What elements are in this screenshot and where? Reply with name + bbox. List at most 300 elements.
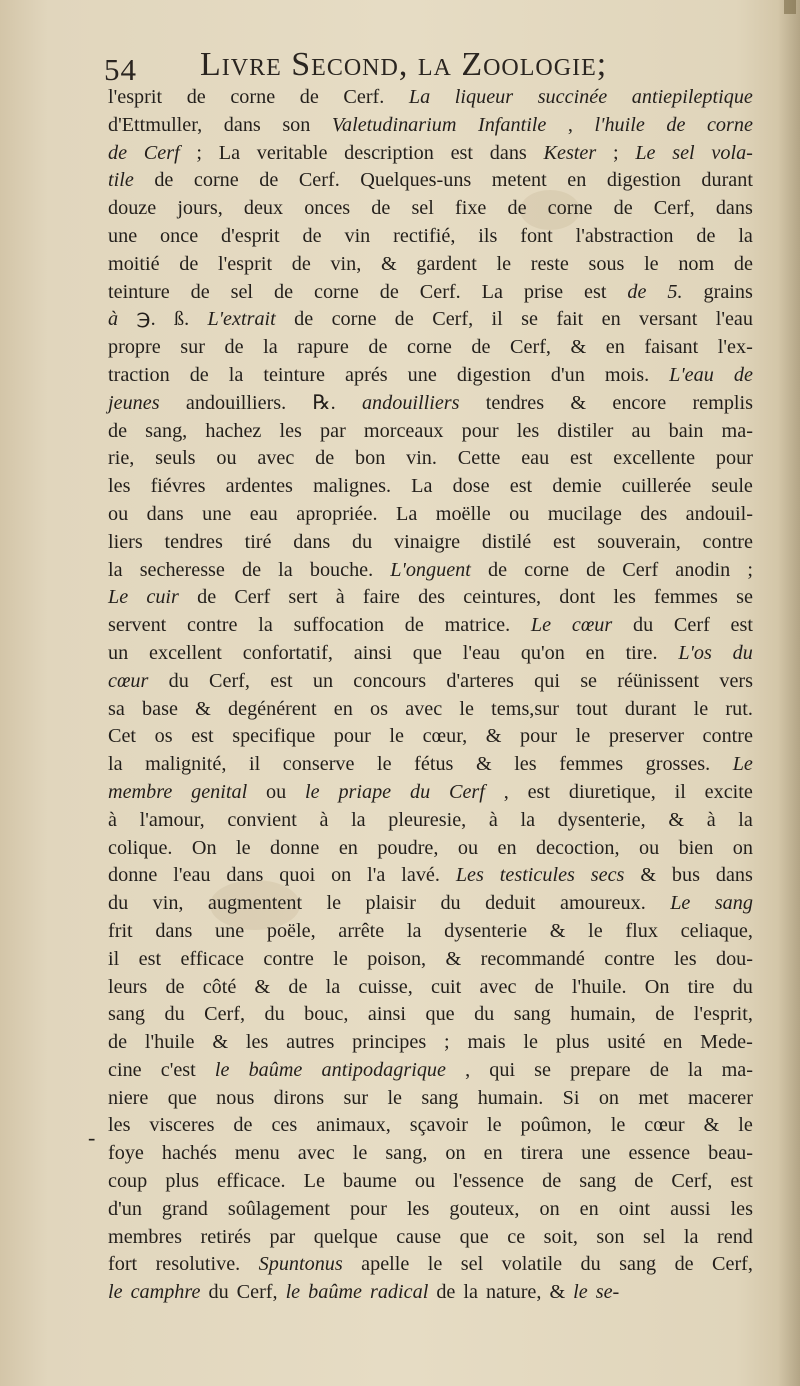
word: de (586, 558, 606, 581)
word: corne (193, 169, 239, 192)
word: une (202, 502, 232, 525)
word: sel (230, 280, 254, 303)
word: est (191, 725, 214, 748)
word: c'est (160, 1058, 196, 1081)
word: Cerf, (204, 1003, 246, 1026)
word: animaux, (316, 1114, 391, 1137)
word: des (640, 502, 668, 525)
italic-word: le (305, 780, 320, 803)
word: tire (687, 975, 715, 998)
word: distiler (557, 419, 614, 442)
word: d'un (108, 1197, 142, 1220)
italic-word: genital (191, 780, 248, 803)
word: vin. (406, 447, 437, 470)
word: l'esprit (108, 86, 163, 108)
word: ce (507, 1225, 526, 1248)
word: l'esprit (217, 252, 273, 275)
word: propre (108, 336, 161, 359)
word: le (496, 252, 512, 275)
word: Cerf, (510, 336, 551, 359)
italic-word: 5. (667, 280, 683, 303)
word: retirés (200, 1225, 251, 1248)
word: resolutive. (155, 1253, 241, 1276)
word: faire (362, 586, 400, 609)
word: ß. (174, 308, 190, 331)
word: confortatif, (242, 641, 333, 664)
word: liers (108, 530, 143, 553)
word: sa (108, 697, 125, 720)
body-text (108, 84, 753, 1307)
italic-word: Le (108, 586, 129, 609)
word: contre (604, 947, 655, 970)
word: on (539, 1197, 560, 1220)
word: metent (491, 169, 547, 192)
word: femmes (559, 753, 624, 776)
text-line (108, 1112, 753, 1140)
word: & (254, 975, 271, 998)
word: & (485, 725, 502, 748)
word: Cerf, (653, 197, 695, 220)
word: seuls (155, 447, 196, 470)
italic-word: cœur (108, 669, 149, 692)
text-line (108, 251, 753, 279)
text-line (108, 640, 753, 668)
word: malignes. (313, 475, 391, 498)
word: la (738, 808, 753, 831)
word: base (142, 697, 178, 720)
word: les (406, 1197, 430, 1220)
word: durant (701, 169, 753, 192)
word: de (259, 169, 279, 192)
word: arrête (338, 919, 385, 942)
word: ou (457, 836, 479, 859)
word: Cerf, (712, 1253, 753, 1276)
word: grosses. (645, 753, 711, 776)
word: douze (108, 197, 157, 220)
word: plaisir (365, 892, 417, 915)
word: avec (257, 447, 295, 470)
word: corne (524, 558, 570, 581)
word: , (503, 780, 509, 803)
word: bus (671, 864, 700, 887)
word: en (585, 641, 605, 664)
word: essence (628, 1142, 691, 1165)
word: l'eau (715, 308, 753, 331)
text-line (108, 1251, 753, 1279)
word: du (208, 1281, 229, 1304)
italic-word: le (108, 1281, 123, 1304)
word: dans (715, 864, 753, 887)
word: once (160, 224, 199, 247)
word: efficace. (217, 1170, 286, 1193)
text-line (108, 195, 753, 223)
italic-word: l'huile (594, 113, 645, 136)
word: ils (478, 224, 498, 247)
word: ; (444, 1031, 450, 1054)
italic-word: se- (595, 1281, 620, 1304)
italic-word: jeunes (108, 391, 160, 414)
word: de (696, 224, 716, 247)
text-line (108, 1085, 753, 1113)
word: une (108, 224, 138, 247)
word: contre (702, 725, 753, 748)
word: fétus (414, 753, 454, 776)
word: baume (343, 1170, 397, 1193)
word: niere (108, 1086, 149, 1109)
word: bien (678, 836, 714, 859)
text-line (108, 557, 753, 585)
italic-word: L'extrait (207, 308, 276, 331)
word: qui (534, 669, 560, 692)
word: on (598, 1086, 619, 1109)
word: & (445, 947, 462, 970)
word: soit, (543, 1225, 578, 1248)
word: augmentent (207, 892, 303, 915)
word: rend (717, 1225, 753, 1248)
word: ou (266, 780, 287, 803)
word: dont (559, 586, 596, 609)
word: de (233, 1114, 253, 1137)
word: de (471, 336, 491, 359)
text-line (108, 835, 753, 863)
word: & (640, 864, 657, 887)
word: de (288, 975, 308, 998)
word: La (411, 475, 433, 498)
word: de (197, 586, 217, 609)
word: morceaux (363, 419, 444, 442)
word: de (674, 1253, 694, 1276)
word: la (278, 558, 293, 581)
word: dans (223, 113, 261, 136)
word: de (108, 1031, 128, 1054)
word: tout (576, 697, 608, 720)
word: ; (196, 141, 203, 164)
word: de (302, 224, 322, 247)
word: teinture (263, 363, 326, 386)
italic-word: vola- (711, 141, 753, 164)
word: andouil- (685, 502, 753, 525)
word: de (368, 336, 388, 359)
word: corne (407, 336, 452, 359)
word: & (475, 753, 492, 776)
word: Cerf (673, 614, 710, 637)
word: en (333, 697, 353, 720)
word: sang (513, 1003, 551, 1026)
word: est (270, 669, 293, 692)
word: le (387, 1086, 403, 1109)
italic-word: secs (590, 864, 625, 887)
word: de (241, 558, 262, 581)
word: de (224, 336, 244, 359)
word: , (567, 113, 573, 136)
word: du (264, 1003, 285, 1026)
word: soûlagement (227, 1197, 330, 1220)
word: bouc, (304, 1003, 349, 1026)
italic-word: antiepileptique (631, 86, 753, 108)
word: de (634, 1170, 654, 1193)
word: du (732, 975, 753, 998)
italic-word: baûme (308, 1281, 362, 1304)
word: d'Ettmuller, (108, 113, 203, 136)
word: le (389, 725, 404, 748)
word: lavé. (401, 864, 440, 887)
word: versant (639, 308, 698, 331)
word: le (738, 1114, 753, 1137)
word: le (575, 725, 591, 748)
word: bouche. (309, 558, 374, 581)
word: cuisse, (358, 975, 413, 998)
word: veritable (256, 141, 328, 164)
word: oint (618, 1197, 651, 1220)
italic-word: le (285, 1281, 301, 1304)
word: malignité, (145, 753, 227, 776)
word: la (108, 558, 123, 581)
word: excite (704, 780, 753, 803)
word: apelle (361, 1253, 410, 1276)
italic-word: antipodagrique (321, 1058, 446, 1081)
text-line (108, 1168, 753, 1196)
word: met (638, 1086, 669, 1109)
word: sel (411, 197, 434, 220)
text-line (108, 445, 753, 473)
word: On (191, 836, 217, 859)
word: est (450, 141, 474, 164)
text-line (108, 946, 753, 974)
word: cœur, (422, 725, 468, 748)
word: les (674, 947, 697, 970)
italic-word: membre (108, 780, 173, 803)
text-line (108, 473, 753, 501)
word: on (732, 836, 753, 859)
word: l'esprit, (693, 1003, 753, 1026)
word: on (445, 1142, 466, 1165)
word: il (108, 947, 120, 970)
italic-word: Le (670, 892, 691, 915)
word: sang (579, 1170, 617, 1193)
word: tendres (485, 391, 545, 414)
word: pour (520, 725, 558, 748)
word: l'huile (144, 1031, 195, 1054)
word: au (631, 419, 651, 442)
word: eau (249, 502, 278, 525)
word: de (189, 363, 209, 386)
word: de (649, 1058, 669, 1081)
word: il (491, 308, 503, 331)
word: contre (702, 530, 753, 553)
word: de (507, 197, 527, 220)
text-line (108, 1140, 753, 1168)
word: ℈. (136, 308, 156, 331)
word: l'a (367, 864, 386, 887)
text-line (108, 140, 753, 168)
word: du (474, 1003, 495, 1026)
word: l'eau (173, 864, 211, 887)
word: les (514, 753, 537, 776)
word: mais (467, 1031, 506, 1054)
word: de (179, 252, 199, 275)
word: distilé (481, 530, 532, 553)
word: le (610, 1114, 626, 1137)
word: contre (263, 947, 314, 970)
italic-word: Le (635, 141, 656, 164)
word: de (154, 169, 174, 192)
word: anodin (675, 558, 731, 581)
text-line (108, 584, 753, 612)
word: nature, (485, 1281, 542, 1304)
word: excellente (613, 447, 696, 470)
text-line (108, 807, 753, 835)
word: de (190, 280, 210, 303)
word: moitié (108, 252, 160, 275)
italic-word: radical (369, 1281, 429, 1304)
word: corne (331, 308, 377, 331)
word: poûmon, (520, 1114, 592, 1137)
word: & (549, 1281, 566, 1304)
word: en (497, 836, 517, 859)
word: se (534, 1058, 551, 1081)
word: le (236, 836, 251, 859)
word: est (553, 530, 576, 553)
word: reste (530, 252, 569, 275)
word: grains (703, 280, 753, 303)
word: cuillerée (621, 475, 692, 498)
word: ou (414, 1170, 436, 1193)
word: La (395, 502, 418, 525)
word: dans (489, 141, 527, 164)
word: une (407, 363, 437, 386)
word: fort (108, 1253, 138, 1276)
word: faisant (644, 336, 699, 359)
italic-word: Kester (543, 141, 597, 164)
text-line (108, 223, 753, 251)
word: digestion (606, 169, 681, 192)
word: un (312, 669, 334, 692)
word: rectifié, (393, 224, 456, 247)
page-number: 54 (104, 52, 137, 87)
word: traction (108, 363, 170, 386)
text-line (108, 612, 753, 640)
word: contre (187, 614, 238, 637)
word: de (379, 280, 399, 303)
word: Cerf. (343, 86, 385, 108)
word: rie, (108, 447, 135, 470)
word: & (549, 919, 566, 942)
text-line (108, 1224, 753, 1252)
word: de (394, 308, 414, 331)
word: on (331, 864, 352, 887)
margin-mark: - (88, 1125, 96, 1150)
word: sur (180, 336, 205, 359)
italic-word: de (627, 280, 647, 303)
word: la (351, 808, 366, 831)
italic-word: du (732, 641, 753, 664)
word: On (644, 975, 670, 998)
word: corne (313, 280, 359, 303)
word: est (730, 614, 753, 637)
word: du (168, 669, 189, 692)
text-line (108, 1029, 753, 1057)
word: aprés (345, 363, 388, 386)
italic-word: sang (714, 892, 753, 915)
word: dysenterie, (557, 808, 646, 831)
word: est (138, 947, 162, 970)
word: ou (108, 502, 129, 525)
word: le (427, 1253, 443, 1276)
italic-word: Spuntonus (258, 1253, 343, 1276)
word: servent (108, 614, 167, 637)
word: avec (479, 975, 517, 998)
word: colique. (108, 836, 173, 859)
word: pleuresie, (388, 808, 467, 831)
word: pour (349, 1197, 387, 1220)
word: diuretique, (568, 780, 656, 803)
word: ardentes (225, 475, 293, 498)
word: os (370, 697, 388, 720)
word: convient (227, 808, 297, 831)
word: amoureux. (559, 892, 646, 915)
word: mois. (604, 363, 650, 386)
word: La (481, 280, 503, 303)
running-head: Livre Second, la Zoologie; (200, 46, 608, 83)
word: membres (108, 1225, 182, 1248)
word: l'essence (453, 1170, 525, 1193)
word: hachés (161, 1142, 217, 1165)
word: le (486, 1114, 502, 1137)
word: dans (226, 864, 264, 887)
word: en (579, 1197, 599, 1220)
word: sang (619, 1253, 657, 1276)
word: plus (165, 1170, 199, 1193)
word: ces (271, 1114, 298, 1137)
word: sel (642, 1225, 666, 1248)
word: la (228, 363, 244, 386)
italic-word: priape (338, 780, 392, 803)
word: le (459, 697, 474, 720)
word: sous (588, 252, 625, 275)
word: eau (521, 447, 550, 470)
word: de (299, 86, 319, 108)
word: est (584, 280, 607, 303)
word: vin, (330, 252, 362, 275)
text-line (108, 668, 753, 696)
italic-word: cuir (146, 586, 179, 609)
word: qui (489, 1058, 516, 1081)
word: en (601, 308, 621, 331)
italic-word: tile (108, 169, 134, 192)
word: Cerf, (671, 1170, 713, 1193)
word: & (380, 252, 397, 275)
word: pour (715, 447, 753, 470)
text-line (108, 390, 753, 418)
word: femmes (654, 586, 718, 609)
text-line (108, 362, 753, 390)
word: sel (460, 1253, 484, 1276)
word: pour (333, 725, 371, 748)
word: souverain, (597, 530, 681, 553)
word: autres (286, 1031, 335, 1054)
word: à (706, 808, 716, 831)
word: frit (108, 919, 133, 942)
word: grand (161, 1197, 208, 1220)
word: les (613, 586, 636, 609)
word: quelque (313, 1225, 378, 1248)
word: humain, (570, 1003, 636, 1026)
word: corne (547, 197, 593, 220)
text-line (108, 1001, 753, 1029)
italic-word: Cerf (143, 141, 180, 164)
word: la (108, 753, 123, 776)
word: sert (288, 586, 318, 609)
